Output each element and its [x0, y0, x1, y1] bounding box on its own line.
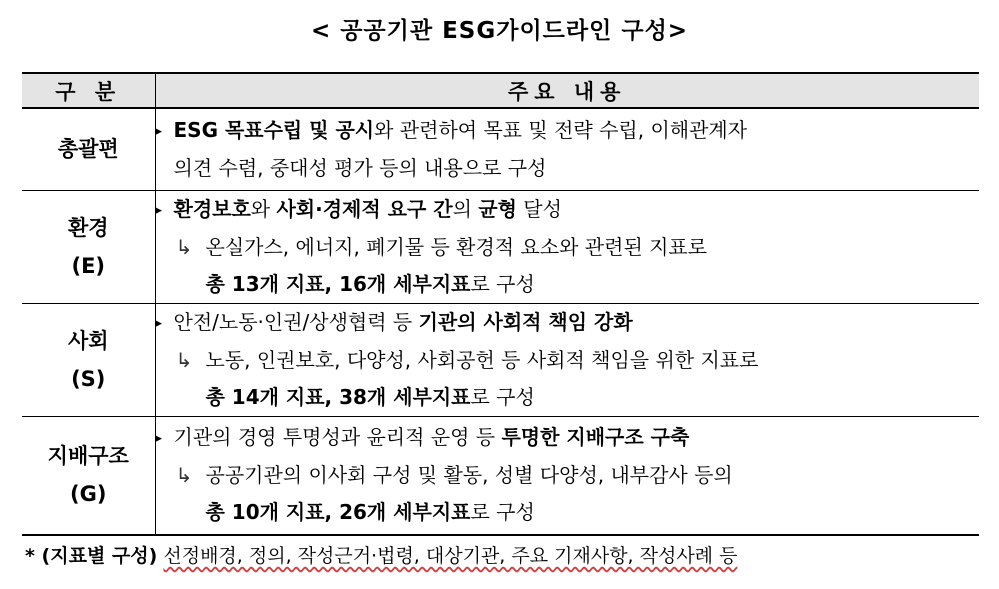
category-label: 환경 — [67, 215, 109, 240]
detail-text: 공공기관의 이사회 구성 및 활동, 성별 다양성, 내부감사 등의 — [205, 463, 733, 488]
arrow-icon: ↳ — [175, 463, 193, 488]
bullet-icon: ▸ — [155, 202, 163, 218]
category-cell — [22, 303, 155, 416]
bold-text: 균형 — [478, 196, 517, 221]
category-code: (E) — [71, 253, 106, 278]
detail-line — [156, 229, 980, 266]
table-row — [22, 108, 979, 190]
summary-bold: 총 10개 지표, 26개 세부지표 — [205, 500, 471, 525]
summary-line — [156, 379, 980, 416]
category-label: 총괄편 — [57, 137, 119, 162]
table-row — [22, 190, 979, 303]
page-title: < 공공기관 ESG가이드라인 구성> — [310, 18, 689, 44]
content-cell — [155, 190, 979, 303]
bold-text: 투명한 지배구조 구축 — [501, 425, 690, 450]
esg-guideline-table — [22, 72, 979, 536]
text: 와 — [250, 196, 277, 221]
header-category: 구 분 — [22, 73, 155, 108]
summary-line — [156, 266, 980, 303]
content-cell — [155, 303, 979, 416]
arrow-icon: ↳ — [175, 234, 193, 259]
footnote-label: * (지표별 구성) — [25, 545, 158, 567]
bullet-icon: ▸ — [155, 123, 163, 139]
bold-text: 사회·경제적 요구 간 — [276, 196, 453, 221]
summary-bold: 총 13개 지표, 16개 세부지표 — [205, 271, 471, 296]
category-label: 지배구조 — [47, 444, 129, 469]
bullet-line — [156, 112, 980, 150]
detail-text: 노동, 인권보호, 다양성, 사회공헌 등 사회적 책임을 위한 지표로 — [205, 347, 759, 372]
bold-text: ESG 목표수립 및 공시 — [173, 117, 375, 142]
bullet-icon: ▸ — [155, 315, 163, 331]
summary-text: 로 구성 — [470, 271, 535, 296]
arrow-icon: ↳ — [175, 347, 193, 372]
bullet-line — [156, 191, 980, 229]
detail-line — [156, 457, 980, 494]
table-row — [22, 303, 979, 416]
content-cell — [155, 108, 979, 190]
detail-line — [156, 342, 980, 379]
table-header-row — [22, 73, 979, 108]
bullet-icon: ▸ — [155, 431, 163, 447]
bullet-line — [156, 304, 980, 342]
header-content: 주요 내용 — [155, 73, 979, 108]
summary-line — [156, 494, 980, 531]
summary-bold: 총 14개 지표, 38개 세부지표 — [205, 384, 471, 409]
text: 와 관련하여 목표 및 전략 수립, 이해관계자 — [374, 117, 748, 142]
category-cell — [22, 416, 155, 535]
category-code: (G) — [70, 482, 107, 507]
category-cell — [22, 108, 155, 190]
text: 달성 — [516, 196, 562, 221]
footnote — [25, 541, 737, 568]
bullet-line — [156, 419, 980, 457]
table-row — [22, 416, 979, 535]
text: 안전/노동·인권/상생협력 등 — [173, 309, 419, 334]
summary-text: 로 구성 — [470, 500, 535, 525]
detail-text: 온실가스, 에너지, 폐기물 등 환경적 요소와 관련된 지표로 — [205, 234, 708, 259]
bold-text: 환경보호 — [173, 196, 251, 221]
continuation-line: 의견 수렴, 중대성 평가 등의 내용으로 구성 — [173, 155, 547, 180]
category-code: (S) — [71, 366, 106, 391]
category-label: 사회 — [67, 328, 109, 353]
summary-text: 로 구성 — [470, 384, 535, 409]
text: 의 — [452, 196, 479, 221]
content-cell — [155, 416, 979, 535]
bold-text: 기관의 사회적 책임 강화 — [418, 309, 633, 334]
category-cell — [22, 190, 155, 303]
footnote-text: 선정배경, 정의, 작성근거·법령, 대상기관, 주요 기재사항, 작성사례 등 — [163, 545, 738, 567]
text: 기관의 경영 투명성과 윤리적 운영 등 — [173, 425, 502, 450]
